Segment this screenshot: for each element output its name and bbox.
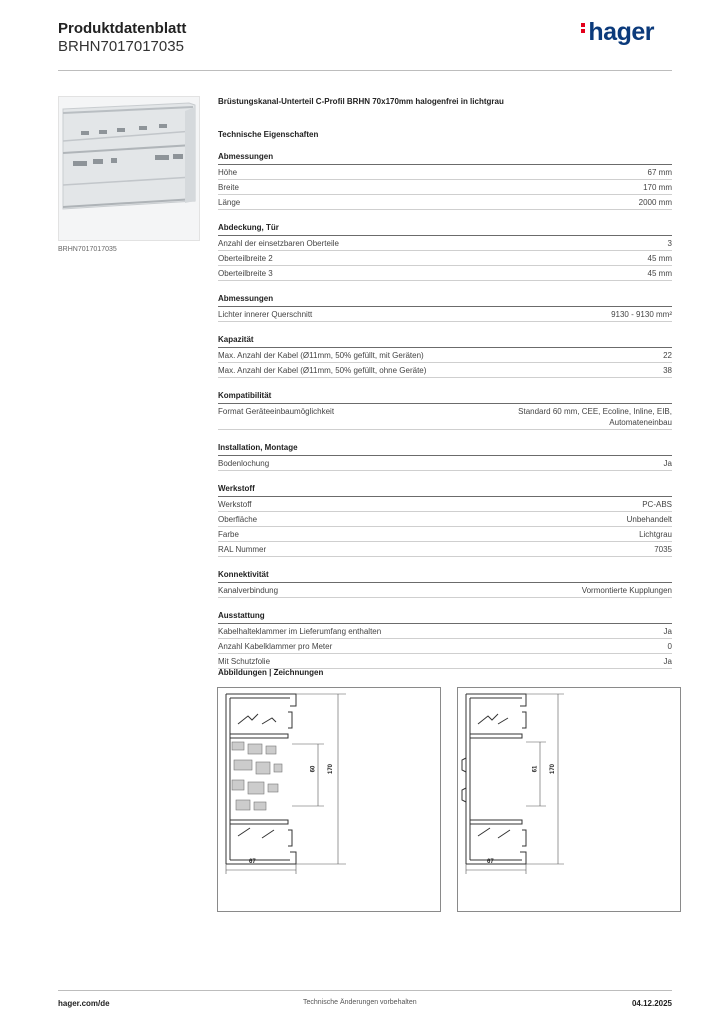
footer-date: 04.12.2025 [631,999,672,1008]
spec-value: Ja [663,459,672,468]
spec-value: Unbehandelt [626,515,672,524]
spec-row [218,456,672,471]
spec-label: Max. Anzahl der Kabel (Ø11mm, 50% gefüllt, ohne Geräte) [218,366,427,375]
spec-section-capacity [218,334,672,378]
dimension-height: 170 [328,763,335,775]
spec-value: Vormontierte Kupplungen [581,586,672,595]
spec-label: Lichter innerer Querschnitt [218,310,313,319]
specs-area [218,96,672,669]
spec-row [218,404,672,430]
section-heading: Abdeckung, Tür [218,222,672,236]
spec-section-material [218,483,672,557]
spec-label: Länge [218,198,241,207]
logo-dots-icon [581,21,586,35]
spec-value: 38 [663,366,672,375]
spec-value: Lichtgrau [639,530,672,539]
spec-label: Max. Anzahl der Kabel (Ø11mm, 50% gefüllt, mit Geräten) [218,351,424,360]
section-heading: Kapazität [218,334,672,348]
spec-section-compatibility [218,390,672,430]
spec-value: 45 mm [647,269,672,278]
dimension-inner: 60 [310,765,317,773]
spec-label: Oberteilbreite 2 [218,254,273,263]
spec-value: Ja [663,627,672,636]
spec-row [218,512,672,527]
dimension-width: 67 [249,859,256,865]
section-heading: Werkstoff [218,483,672,497]
spec-label: Werkstoff [218,500,252,509]
footer-website-link[interactable]: hager.com/de [58,999,110,1008]
spec-label: Anzahl der einsetzbaren Oberteile [218,239,339,248]
spec-label: Oberfläche [218,515,258,524]
technical-drawing-2 [457,687,681,912]
section-heading: Kompatibilität [218,390,672,404]
technical-drawing-1 [217,687,441,912]
spec-label: Bodenlochung [218,459,270,468]
spec-section-cover [218,222,672,281]
spec-row [218,180,672,195]
spec-row [218,165,672,180]
section-heading: Installation, Montage [218,442,672,456]
spec-label: Kabelhalteklammer im Lieferumfang enthalten [218,627,382,636]
spec-label: Mit Schutzfolie [218,657,271,666]
dimension-inner: 61 [532,765,539,773]
spec-row [218,236,672,251]
spec-row [218,363,672,378]
spec-value: 0 [667,642,672,651]
product-photo [58,96,200,241]
hager-logo [581,18,654,47]
spec-row [218,266,672,281]
spec-row [218,583,672,598]
section-heading: Abmessungen [218,293,672,307]
spec-value: 9130 - 9130 mm² [611,310,672,319]
spec-value: 7035 [654,545,672,554]
spec-label: Kanalverbindung [218,586,279,595]
page-header [58,20,672,71]
spec-value: 22 [663,351,672,360]
spec-label: Oberteilbreite 3 [218,269,273,278]
dimension-height: 170 [550,763,557,775]
spec-value: 3 [667,239,672,248]
footer-note: Technische Änderungen vorbehalten [303,999,417,1006]
spec-row [218,654,672,669]
spec-value: 67 mm [647,168,672,177]
spec-label: Höhe [218,168,238,177]
section-heading: Ausstattung [218,610,672,624]
spec-row [218,307,672,322]
spec-row [218,348,672,363]
spec-row [218,251,672,266]
spec-row [218,624,672,639]
duct-profile-drawing-icon [458,688,680,911]
spec-value: 170 mm [643,183,672,192]
spec-row [218,527,672,542]
document-title: Produktdatenblatt [58,20,187,37]
spec-label: Farbe [218,530,239,539]
spec-label: Breite [218,183,239,192]
spec-value: Standard 60 mm, CEE, Ecoline, Inline, EIB, Automateneinbau [518,407,672,427]
section-heading: Konnektivität [218,569,672,583]
page-footer [58,990,672,1008]
spec-label: Anzahl Kabelklammer pro Meter [218,642,333,651]
spec-row [218,195,672,210]
cable-duct-photo-icon [59,97,199,240]
spec-value: PC-ABS [642,500,672,509]
spec-label: Format Geräteeinbaumöglichkeit [218,407,335,416]
spec-row [218,542,672,557]
spec-section-installation [218,442,672,471]
spec-value: 2000 mm [638,198,672,207]
product-title: Brüstungskanal-Unterteil C-Profil BRHN 70x170mm halogenfrei in lichtgrau [218,97,504,106]
spec-value: 45 mm [647,254,672,263]
spec-label: RAL Nummer [218,545,267,554]
photo-caption: BRHN7017017035 [58,246,117,253]
spec-section-equipment [218,610,672,669]
spec-row [218,497,672,512]
logo-text: hager [588,18,654,46]
drawings-heading: Abbildungen | Zeichnungen [218,668,324,677]
technical-properties-heading: Technische Eigenschaften [218,130,319,139]
article-number: BRHN7017017035 [58,38,184,55]
spec-section-dimensions [218,151,672,210]
spec-section-dimensions-2 [218,293,672,322]
spec-value: Ja [663,657,672,666]
spec-row [218,639,672,654]
spec-section-connectivity [218,569,672,598]
dimension-width: 67 [487,859,494,865]
section-heading: Abmessungen [218,151,672,165]
duct-profile-drawing-icon [218,688,440,911]
